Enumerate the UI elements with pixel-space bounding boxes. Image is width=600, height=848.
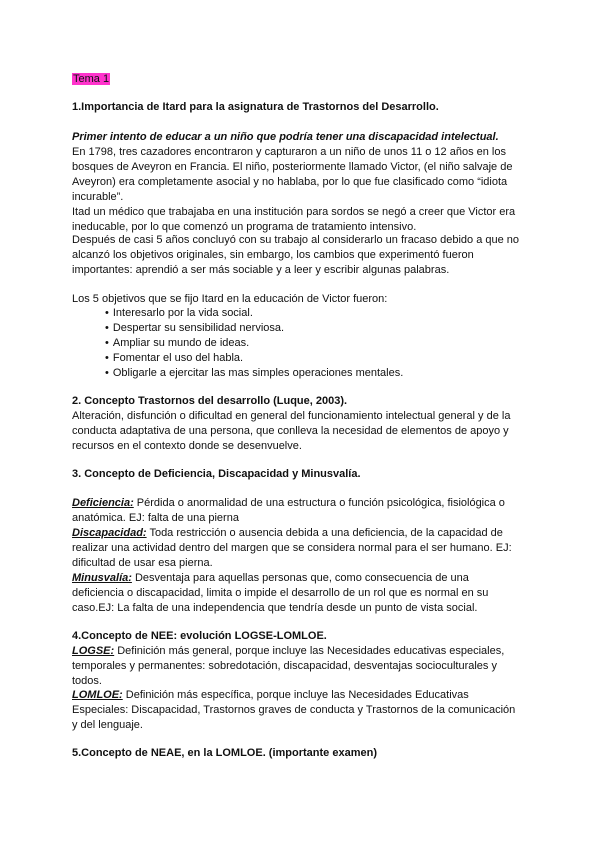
section3-heading: 3. Concepto de Deficiencia, Discapacidad y Minusvalía.: [72, 468, 361, 480]
discapacidad-term: Discapacidad:: [72, 527, 147, 539]
deficiencia-term: Deficiencia:: [72, 497, 134, 509]
logse-line2: temporales y permanentes: sobredotación, discapacidad, desventajas socioculturales y: [72, 660, 497, 672]
lomloe-term: LOMLOE:: [72, 689, 123, 701]
objective-item: • Despertar su sensibilidad nerviosa.: [105, 321, 403, 336]
minusvalia-line3: caso.EJ: La falta de una independencia que tendría desde un punto de vista social.: [72, 602, 478, 614]
logse-text: Definición más general, porque incluye las Necesidades educativas especiales,: [114, 645, 505, 657]
deficiencia-line2: anatómica. EJ: falta de una pierna: [72, 512, 239, 524]
objective-item: • Interesarlo por la vida social.: [105, 306, 403, 321]
lomloe-line2: Especiales: Discapacidad, Trastornos graves de conducta y Trastornos de la comunicación: [72, 704, 516, 716]
discapacidad-line3: dificultad de usar esa pierna.: [72, 557, 213, 569]
section1-subheading: Primer intento de educar a un niño que podría tener una discapacidad intelectual.: [72, 131, 499, 143]
objectives-intro: Los 5 objetivos que se fijo Itard en la educación de Victor fueron:: [72, 293, 388, 305]
objectives-list: [105, 306, 403, 381]
section2-line: Alteración, disfunción o dificultad en general del funcionamiento intelectual general y de la: [72, 410, 511, 422]
section2-line: recursos en el contexto donde se desenvuelve.: [72, 440, 302, 452]
objective-item: • Fomentar el uso del habla.: [105, 351, 403, 366]
section1-p3-line: alcanzó los objetivos originales, sin embargo, los cambios que experimentó fueron: [72, 249, 474, 261]
section1-p1-line: En 1798, tres cazadores encontraron y capturaron a un niño de unos 11 o 12 años en los: [72, 146, 506, 158]
section1-p1-line: bosques de Aveyron en Francia. El niño, posteriormente llamado Victor, (el niño salvaje de: [72, 161, 513, 173]
logse-term: LOGSE:: [72, 645, 115, 657]
lomloe-text: Definición más específica, porque incluye las Necesidades Educativas: [122, 689, 469, 701]
discapacidad-text: Toda restricción o ausencia debida a una deficiencia, de la capacidad de: [146, 527, 503, 539]
section1-p3-line: importantes: aprendió a ser más sociable y a leer y escribir algunas palabras.: [72, 264, 450, 276]
section1-p1-line: Aveyron) era completamente asocial y no hablaba, por lo que fue clasificado como “idiota: [72, 176, 508, 188]
section1-p2-line: ineducable, por lo que comenzó un programa de tratamiento intensivo.: [72, 221, 417, 233]
minusvalia-line2: deficiencia o discapacidad, limita o impide el desarrollo de un rol que es normal en su: [72, 587, 489, 599]
minusvalia-text: Desventaja para aquellas personas que, como consecuencia de una: [131, 572, 469, 584]
objective-item: • Ampliar su mundo de ideas.: [105, 336, 403, 351]
section2-heading: 2. Concepto Trastornos del desarrollo (Luque, 2003).: [72, 395, 348, 407]
section1-heading: 1.Importancia de Itard para la asignatura de Trastornos del Desarrollo.: [72, 101, 439, 113]
section2-line: conducta adaptativa de una persona, que conlleva la necesidad de elementos de apoyo y: [72, 425, 509, 437]
lomloe-line3: y del lenguaje.: [72, 719, 143, 731]
section1-p2-line: Itad un médico que trabajaba en una institución para sordos se negó a creer que Victor era: [72, 206, 516, 218]
objective-item: • Obligarle a ejercitar las mas simples operaciones mentales.: [105, 366, 403, 381]
discapacidad-line: [72, 526, 503, 541]
minusvalia-term: Minusvalía:: [72, 572, 132, 584]
logse-line3: todos.: [72, 675, 102, 687]
logse-line: [72, 644, 504, 659]
tema-label: [72, 72, 110, 87]
lomloe-line: [72, 688, 469, 703]
section1-p1-line: incurable”.: [72, 191, 124, 203]
minusvalia-line: [72, 571, 469, 586]
section1-p3-line: Después de casi 5 años concluyó con su trabajo al considerarlo un fracaso debido a que no: [72, 234, 520, 246]
tema-highlight: Tema 1: [73, 73, 110, 85]
deficiencia-line: [72, 496, 505, 511]
discapacidad-line2: realizar una actividad dentro del margen que se considera normal para el ser humano. EJ:: [72, 542, 512, 554]
section4-heading: 4.Concepto de NEE: evolución LOGSE-LOMLOE.: [72, 630, 327, 642]
deficiencia-text: Pérdida o anormalidad de una estructura o función psicológica, fisiológica o: [133, 497, 505, 509]
section5-heading: 5.Concepto de NEAE, en la LOMLOE. (importante examen): [72, 747, 377, 759]
